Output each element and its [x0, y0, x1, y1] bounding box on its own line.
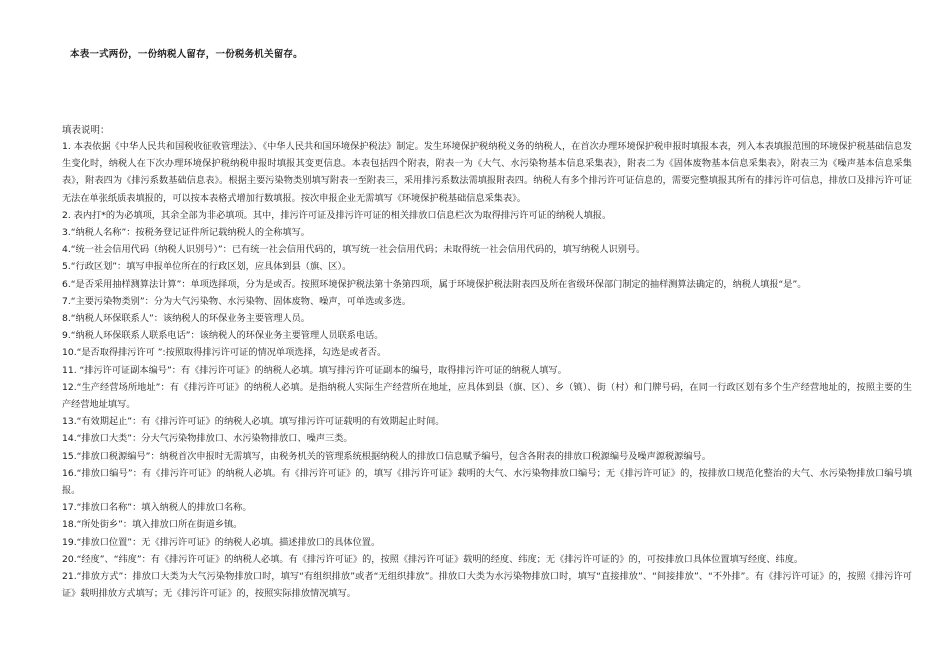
instruction-item-8: 8.“纳税人环保联系人”：该纳税人的环保业务主要管理人员。	[62, 313, 310, 325]
instruction-item-2: 2. 表内打*的为必填项，其余全部为非必填项。其中，排污许可证及排污许可证的相关排放口信息栏次为取得排污许可证的纳税人填报。	[62, 209, 612, 221]
instruction-item-1: 1. 本表依据《中华人民共和国税收征收管理法》、《中华人民共和国环境保护税法》制定。发生环境保护税纳税义务的纳税人，在首次办理环境保护税申报时填报本表，列入本表填报范围的环境保护税基础信息发生变化时，纳税人在下次办理环境保护税纳税申报时填报其变更信息。本表包括四个附表，附表一为《大气、水污染物基本信息采集表》，附表二为《固体废物基本信息采集表》，附表三为《噪声基本信息采集表》，附表四为《排污系数基础信息表》。根据主要污染物类别填写附表一至附表三，采用排污系数法需填报附表四。纳税人有多个排污许可证信息的，需要完整填报其所有的排污许可信息，排放口及排污许可证无法在单张纸质表填报的，可以按本表格式增加行数填报。按次申报企业无需填写《环境保护税基础信息采集表》。	[62, 141, 912, 204]
retention-notice: 本表一式两份，一份纳税人留存，一份税务机关留存。	[70, 49, 303, 60]
instruction-item-5: 5.“行政区划”：填写申报单位所在的行政区划，应具体到县（旗、区）。	[62, 261, 352, 273]
instruction-item-15: 15.“排放口税源编号”：纳税首次申报时无需填写，由税务机关的管理系统根据纳税人的排放口信息赋予编号，包含各附表的排放口税源编号及噪声源税源编号。	[62, 450, 711, 462]
instruction-item-10: 10.“是否取得排污许可 ”:按照取得排污许可证的情况单项选择，勾选是或者否。	[62, 347, 387, 359]
instruction-item-6: 6.“是否采用抽样测算法计算”：单项选择项，分为是或否。按照环境保护税法第十条第四项，属于环境保护税法附表四及所在省级环保部门制定的抽样测算法确定的，纳税人填报“是”。	[62, 278, 807, 290]
instruction-item-18: 18.“所处街乡”：填入排放口所在街道乡镇。	[62, 519, 243, 531]
instruction-item-16: 16.“排放口编号”：有《排污许可证》的纳税人必填。有《排污许可证》的，填写《排污许可证》载明的大气、水污染物排放口编号；无《排污许可证》的，按排放口规范化整治的大气、水污染物排放口编号填报。	[62, 467, 912, 497]
instruction-item-17: 17.“排放口名称”：填入纳税人的排放口名称。	[62, 502, 252, 514]
instructions-list	[62, 138, 912, 602]
instruction-item-3: 3.“纳税人名称”：按税务登记证件所记载纳税人的全称填写。	[62, 227, 310, 239]
instruction-item-7: 7.“主要污染物类别”：分为大气污染物、水污染物、固体废物、噪声，可单选或多选。	[62, 295, 412, 307]
instructions-title: 填表说明：	[62, 125, 110, 136]
instruction-item-21: 21.“排放方式”：排放口大类为大气污染物排放口时，填写“有组织排放”或者“无组织排放”。排放口大类为水污染物排放口时，填写“直接排放”、“间接排放”、“不外排”。有《排污许可证》的，按照《排污许可证》载明排放方式填写；无《排污许可证》的，按照实际排放情况填写。	[62, 571, 912, 600]
instruction-item-9: 9.“纳税人环保联系人联系电话”：该纳税人的环保业务主要管理人员联系电话。	[62, 330, 384, 342]
instruction-item-11: 11. “排污许可证副本编号”：有《排污许可证》的纳税人必填。填写排污许可证副本的编号，取得排污许可证的纳税人填写。	[62, 364, 567, 376]
instruction-item-12: 12.“生产经营场所地址”：有《排污许可证》的纳税人必填。是指纳税人实际生产经营所在地址，应具体到县（旗、区）、乡（镇）、街（村）和门牌号码，在同一行政区划有多个生产经营地址的，按照主要的生产经营地址填写。	[62, 381, 912, 411]
instruction-item-20: 20.“经度”、“纬度”：有《排污许可证》的纳税人必填。有《排污许可证》的，按照《排污许可证》载明的经度、纬度；无《排污许可证的》的，可按排放口具体位置填写经度、纬度。	[62, 553, 804, 565]
instruction-item-13: 13.“有效期起止”：有《排污许可证》的纳税人必填。填写排污许可证载明的有效期起止时间。	[62, 416, 445, 428]
instruction-item-4: 4.“统一社会信用代码（纳税人识别号）”：已有统一社会信用代码的，填写统一社会信用代码；未取得统一社会信用代码的，填写纳税人识别号。	[62, 244, 646, 256]
instruction-item-14: 14.“排放口大类”：分大气污染物排放口、水污染物排放口、噪声三类。	[62, 433, 353, 445]
instruction-item-19: 19.“排放口位置”：无《排污许可证》的纳税人必填。描述排放口的具体位置。	[62, 536, 381, 548]
